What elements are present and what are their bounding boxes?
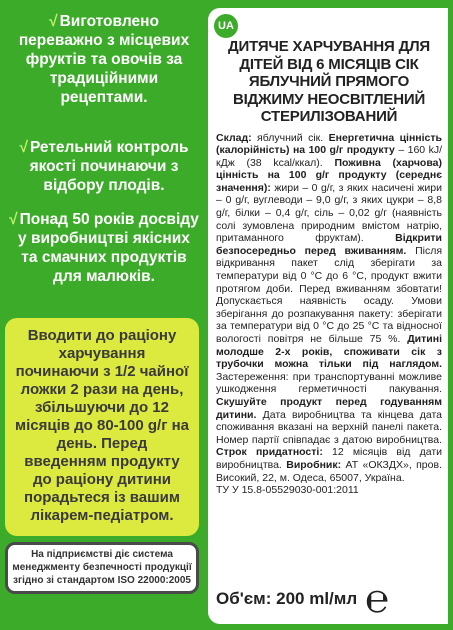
energy-label: Енергетична цінність (калорійність) на 100 g/г продукту — [216, 131, 442, 157]
dosage-box — [5, 318, 199, 536]
caution-text: Застереження: при транспортуванні можливе ушкодження герметичності пакування. — [216, 370, 442, 396]
check-warning: Скушуйте продукт перед годуванням дитини. — [216, 395, 442, 421]
iso-text: На підприємстві діє система менеджменту безпечності продукції згідно зі стандартом ISO 22000:2005 — [12, 549, 192, 586]
bullet-text: Ретельний контроль якості починаючи з відбору плодів. — [29, 139, 189, 194]
composition: яблучний сік. — [251, 131, 329, 144]
volume-row — [216, 576, 442, 622]
children-warning: Дитині молодше 2-х років, споживати сік з трубочки можна тільки під наглядом. — [216, 333, 442, 371]
shelf-life-label: Строк придатності: — [216, 446, 323, 459]
check-icon: √ — [9, 211, 18, 228]
maker: АТ «ОКЗДХ», пров. Високий, 22, м. Одеса, 65007, Україна. — [216, 458, 442, 484]
bullet-text: Понад 50 років досвіду у виробництві якісних та смачних продуктів для малюків. — [18, 211, 199, 285]
estimated-sign-icon: ℮ — [365, 576, 390, 622]
check-icon: √ — [19, 139, 28, 156]
left-panel — [0, 0, 208, 630]
bullet-experience — [8, 210, 200, 286]
maker-label: Виробник: — [286, 458, 342, 471]
label-panel — [208, 8, 448, 624]
language-badge: UA — [214, 14, 238, 38]
bullet-text: Виготовлено переважно з місцевих фруктів та овочів за традиційними рецептами. — [18, 13, 190, 106]
iso-certification-box — [5, 542, 199, 594]
check-icon: √ — [49, 13, 58, 30]
product-title: ДИТЯЧЕ ХАРЧУВАННЯ ДЛЯ ДІТЕЙ ВІД 6 МІСЯЦІВ СІК ЯБЛУЧНИЙ ПРЯМОГО ВІДЖИМУ НЕОСВІТЛЕНИЙ СТЕРИЛІЗОВАНИЙ — [228, 38, 430, 125]
tu-code: ТУ У 15.8-05529030-001:2011 — [216, 484, 359, 497]
dosage-text: Вводити до раціону харчування починаючи з 1/2 чайної ложки 2 рази на день, збільшуючи до 12 місяців до 80-100 g/г на день. Перед введенням продукту до раціону дитини порадьтеся із вашим лікарем-педіатром. — [15, 327, 190, 524]
product-info — [216, 132, 442, 497]
bullet-local-ingredients — [8, 12, 200, 107]
composition-label: Склад: — [216, 131, 252, 144]
shelf-life: 12 місяців від дати виробництва. — [216, 446, 442, 471]
volume: Об'єм: 200 ml/мл — [216, 589, 358, 608]
nutrition-label: Поживна (харчова) цінність на 100 g/г продукту (середнє значення): — [216, 156, 442, 194]
storage-text: Після відкривання пакет слід зберігати за температури від 0 °С до 6 °С, продукт вжити протягом доби. Перед вживанням збовтати! Допускається наявність осаду. Умови зберігання до розпакування пакету: зберігати за температури від 0 °С до 25 °С та відносної вологості повітря не більше 75 %. — [216, 244, 443, 345]
energy-value: – 160 kJ/кДж (38 kcal/ккал). — [216, 144, 442, 169]
nutrition-values: жири – 0 g/г, з яких насичені жири – 0 g/г, вуглеводи – 9,0 g/г, з яких цукри – 8,8 g/г, білки – 0,4 g/г, сіль – 0,02 g/г (наявність солі зумовлена природним вмістом натрію, притаманного фруктам). — [216, 181, 442, 245]
dates-text: Дата виробництва та кінцева дата споживання вказані на верхній панелі пакета. Номер партії співпадає з датою виробництва. — [216, 408, 442, 446]
open-warning: Відкрити безпосередньо перед вживанням. — [216, 232, 442, 257]
bullet-quality-control — [8, 138, 200, 195]
